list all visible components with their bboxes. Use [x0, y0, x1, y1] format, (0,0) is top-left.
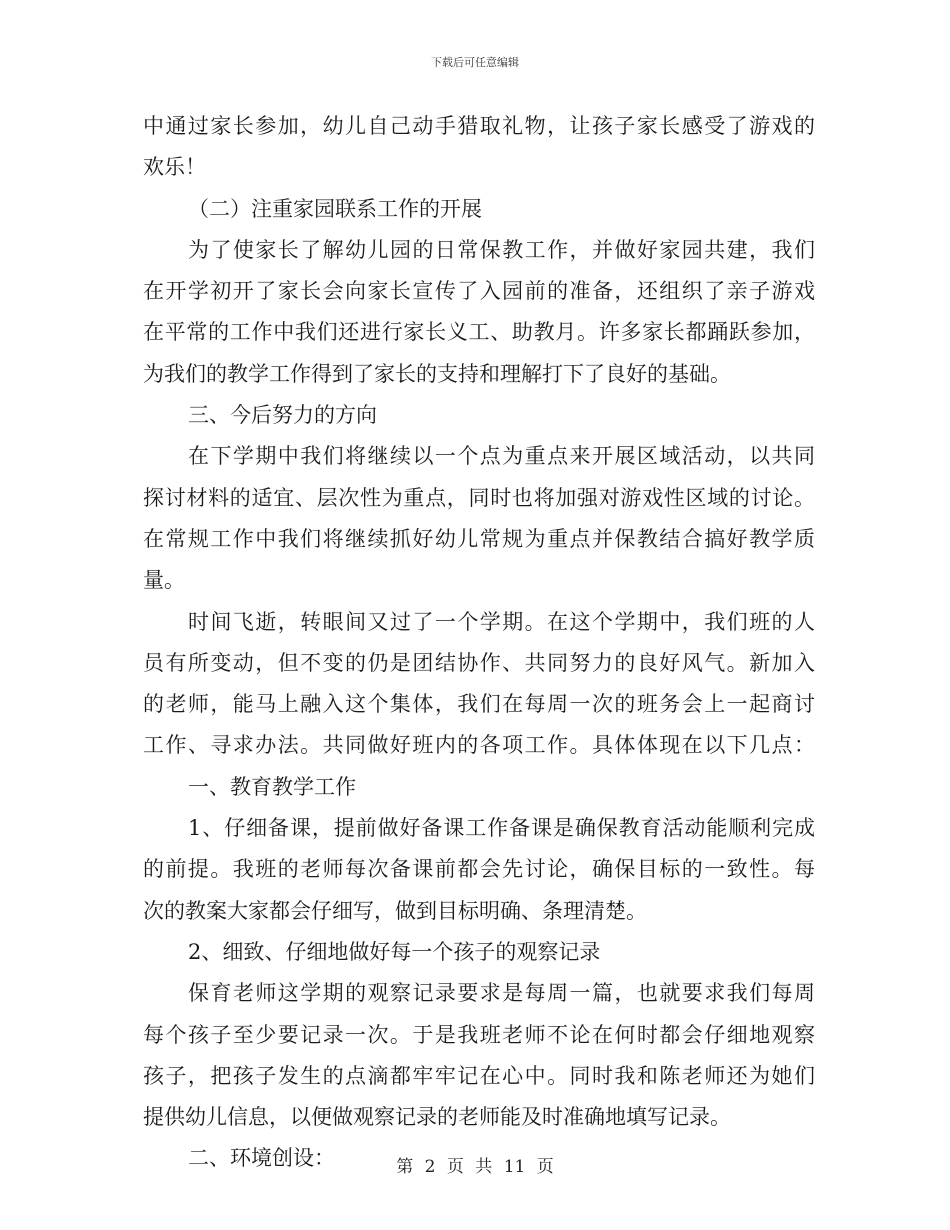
- section-heading: 三、今后努力的方向: [188, 403, 377, 428]
- text-line: 在开学初开了家长会向家长宣传了入园前的准备，还组织了亲子游戏: [143, 279, 815, 304]
- section-heading: 一、教育教学工作: [188, 774, 356, 799]
- text-line: 保育老师这学期的观察记录要求是每周一篇，也就要求我们每周: [188, 981, 815, 1006]
- text-line: 探讨材料的适宜、层次性为重点，同时也将加强对游戏性区域的讨论。: [143, 485, 815, 510]
- section-heading: 2、细致、仔细地做好每一个孩子的观察记录: [188, 939, 601, 964]
- text-line: 时间飞逝，转眼间又过了一个学期。在这个学期中，我们班的人: [188, 609, 815, 634]
- document-body: [143, 106, 815, 1180]
- text-line: 在下学期中我们将继续以一个点为重点来开展区域活动，以共同: [188, 444, 815, 469]
- text-line: 量。: [143, 568, 185, 593]
- page-footer: 第 2 页 共 11 页: [396, 1157, 554, 1177]
- text-line: 每个孩子至少要记录一次。于是我班老师不论在何时都会仔细地观察: [143, 1022, 815, 1047]
- text-line: 工作、寻求办法。共同做好班内的各项工作。具体体现在以下几点：: [143, 733, 815, 758]
- text-line: 的老师，能马上融入这个集体，我们在每周一次的班务会上一起商讨: [143, 692, 815, 717]
- section-heading: 二、环境创设：: [188, 1146, 335, 1171]
- text-line: 中通过家长参加，幼儿自己动手猎取礼物，让孩子家长感受了游戏的: [143, 114, 815, 138]
- text-line: 1、仔细备课，提前做好备课工作备课是确保教育活动能顺利完成: [188, 816, 815, 841]
- text-line: 在平常的工作中我们还进行家长义工、助教月。许多家长都踊跃参加，: [143, 320, 815, 345]
- text-line: 次的教案大家都会仔细写，做到目标明确、条理清楚。: [143, 898, 647, 923]
- text-line: 为了使家长了解幼儿园的日常保教工作，并做好家园共建，我们: [188, 237, 815, 262]
- text-line: 在常规工作中我们将继续抓好幼儿常规为重点并保教结合搞好教学质: [143, 526, 815, 551]
- page-header: 下载后可任意编辑: [431, 56, 519, 69]
- text-line: 欢乐！: [143, 155, 206, 180]
- text-line: 的前提。我班的老师每次备课前都会先讨论，确保目标的一致性。每: [143, 857, 815, 882]
- text-line: 员有所变动，但不变的仍是团结协作、共同努力的良好风气。新加入: [143, 650, 815, 675]
- text-line: 为我们的教学工作得到了家长的支持和理解打下了良好的基础。: [143, 361, 731, 386]
- text-line: 孩子，把孩子发生的点滴都牢牢记在心中。同时我和陈老师还为她们: [143, 1063, 815, 1088]
- section-heading: （二）注重家园联系工作的开展: [188, 196, 482, 221]
- text-line: 提供幼儿信息，以便做观察记录的老师能及时准确地填写记录。: [143, 1105, 731, 1130]
